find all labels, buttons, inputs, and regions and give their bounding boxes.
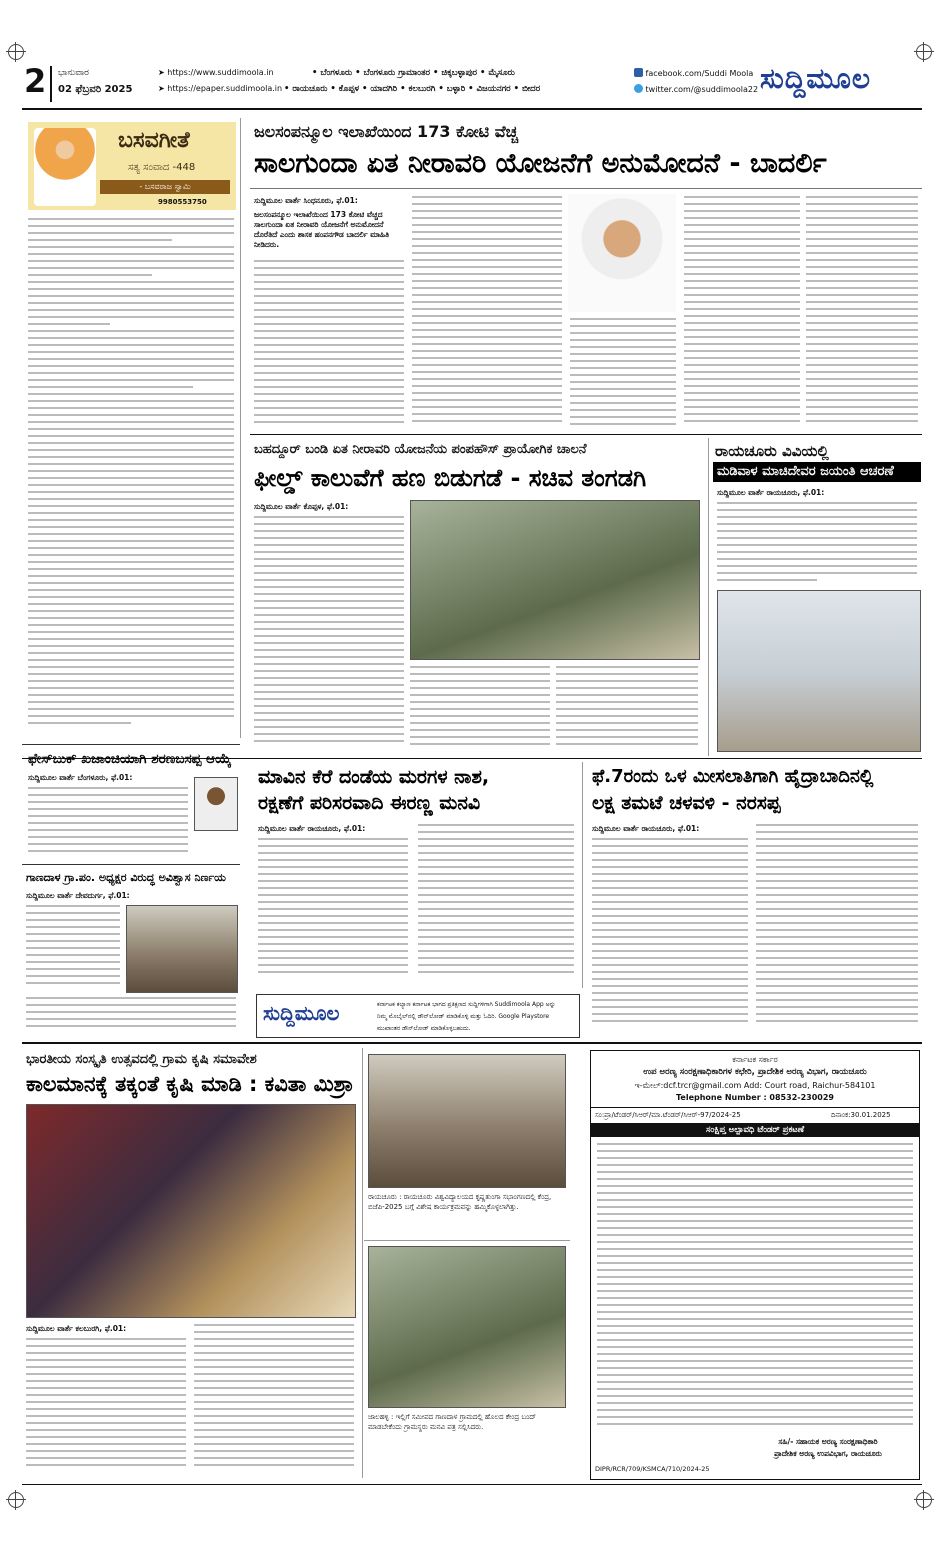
jalahalli-caption: ಜಾಲಹಳ್ಳಿ : ಇಲ್ಲಿಗೆ ಸಮೀಪದ ಗಾಣದಾಳ ಗ್ರಾಮದಲ್ಲಿ ಹೊಲದ ಕೇಂದ್ರ ಬಂದ್ ಮಾಡಬೇಕೆಂದು ಗ್ರಾಮಸ್ಥರು ಮನವಿ ಪತ್ರ ಸಲ್ಲಿಸಿದರು.	[368, 1413, 537, 1431]
facebook-text	[28, 787, 188, 861]
basavagite-title: ಬಸವಗೀತೆ	[118, 128, 190, 153]
pump-story-kicker: ಬಹದ್ದೂರ್ ಬಂಡಿ ಏತ ನೀರಾವರಿ ಯೋಜನೆಯ ಪಂಪಹೌಸ್ ಪ್ರಾಯೋಗಿಕ ಚಾಲನೆ	[254, 442, 587, 457]
ad-text-1: ಕರ್ನಾಟಕ ಕಲ್ಯಾಣ ಕರ್ನಾಟಕ ಭಾಗದ ಪ್ರತಿಕ್ಷಣದ ಸುದ್ದಿಗಳಿಗಾಗಿ Suddimoola App ಅನ್ನು	[377, 1001, 556, 1008]
masthead-day: ಭಾನುವಾರ	[58, 68, 89, 78]
mla-portrait	[568, 194, 676, 312]
url-epaper[interactable]: ➤ https://epaper.suddimoola.in	[158, 84, 283, 93]
facebook-byline: ಸುದ್ದಿಮೂಲ ವಾರ್ತೆ ಬೆಂಗಳೂರು, ಫೆ.01:	[28, 773, 133, 782]
hyderabad-col2	[756, 824, 918, 1034]
twitter-icon	[634, 84, 643, 93]
inauguration-photo	[410, 500, 700, 660]
facebook-story	[22, 744, 240, 865]
logo: ಸುದ್ದಿಮೂಲ	[760, 62, 872, 95]
hall-photo	[368, 1054, 566, 1188]
link-icon: ➤	[158, 84, 168, 93]
hyderabad-headline-1: ಫೆ.7ರಂದು ಒಳ ಮೀಸಲಾತಿಗಾಗಿ ಹೈದ್ರಾಬಾದಿನಲ್ಲಿ	[592, 766, 874, 787]
ganadhal-byline: ಸುದ್ದಿಮೂಲ ವಾರ್ತೆ ದೇವದುರ್ಗ, ಫೆ.01:	[26, 891, 130, 900]
ganadhal-text	[26, 905, 120, 991]
ganadhal-headline: ಗಾಣದಾಳ ಗ್ರಾ.ಪಂ. ಅಧ್ಯಕ್ಷರ ವಿರುದ್ಧ ಅವಿಶ್ವಾಸ ನಿರ್ಣಯ	[26, 871, 226, 884]
registration-mark	[8, 44, 24, 60]
pump-story-byline: ಸುದ್ದಿಮೂಲ ವಾರ್ತೆ ಕೊಪ್ಪಳ, ಫೆ.01:	[254, 502, 349, 511]
page-number: 2	[24, 62, 47, 100]
basavagite-box	[22, 118, 241, 738]
registration-mark	[916, 1492, 932, 1508]
ad-logo: ಸುದ್ದಿಮೂಲ	[263, 1001, 340, 1025]
top-story-byline: ಸುದ್ದಿಮೂಲ ವಾರ್ತೆ ಸಿಂಧನೂರು, ಫೆ.01:	[254, 196, 358, 205]
basavanna-portrait	[34, 128, 96, 206]
registration-mark	[916, 44, 932, 60]
pump-story-col1	[254, 516, 404, 752]
madivala-story	[708, 438, 923, 756]
hyderabad-headline-2: ಲಕ್ಷ ತಮಟೆ ಚಳವಳಿ - ನರಸಪ್ಪ	[592, 792, 781, 814]
mavinakere-col2	[418, 824, 574, 984]
ganadhal-story	[22, 864, 240, 1037]
tender-title: ಸಂಕ್ಷಿಪ್ತ ಅಲ್ಪಾವಧಿ ಟೆಂಡರ್ ಪ್ರಕಟಣೆ	[705, 1125, 805, 1135]
tender-sign-2: ಪ್ರಾದೇಶಿಕ ಅರಣ್ಯ ಉಪವಿಭಾಗ, ರಾಯಚೂರು	[774, 1449, 882, 1458]
krishi-kicker: ಭಾರತೀಯ ಸಂಸ್ಕೃತಿ ಉತ್ಸವದಲ್ಲಿ ಗ್ರಾಮ ಕೃಷಿ ಸಮಾವೇಶ	[26, 1052, 257, 1067]
tender-dipr: DIPR/RCR/709/KSMCA/710/2024-25	[595, 1465, 710, 1473]
krishi-photo	[26, 1104, 356, 1318]
pump-story	[250, 438, 702, 756]
pump-story-col3	[556, 666, 698, 752]
top-story	[250, 118, 922, 434]
person-portrait	[194, 777, 238, 831]
tender-sign-1: ಸಹಿ/- ಸಹಾಯಕ ಅರಣ್ಯ ಸಂರಕ್ಷಣಾಧಿಕಾರಿ	[778, 1437, 878, 1446]
ad-text-3: ಮುಖಾಂತರ ಡೌನ್‌ಲೋಡ್ ಮಾಡಿಕೊಳ್ಳಬಹುದು.	[377, 1025, 471, 1032]
basavagite-subtitle: ಸತ್ಯ ಸಂವಾದ -448	[128, 162, 196, 173]
ganadhal-text-2	[26, 997, 236, 1033]
hyderabad-col1	[592, 838, 748, 1034]
pump-story-headline: ಫೀಲ್ಡ್ ಕಾಲುವೆಗೆ ಹಣ ಬಿಡುಗಡೆ - ಸಚಿವ ತಂಗಡಗಿ	[254, 464, 647, 492]
raichur-caption: ರಾಯಚೂರು : ರಾಯಚೂರು ವಿಶ್ವವಿದ್ಯಾಲಯದ ಕೃಷ್ಣತುಂಗಾ ಸಭಾಂಗಣದಲ್ಲಿ ಕೆಂದ್ರ, ಬಿಜೆಪಿ-2025 ಬಗ್ಗೆ ವಿಶೇಷ ಕಾರ್ಯಕ್ರಮವನ್ನು ಹಮ್ಮಿಕೊಳ್ಳಲಾಗಿತ್ತು.	[368, 1193, 552, 1211]
district-list-1: • ಬೆಂಗಳೂರು • ಬೆಂಗಳೂರು ಗ್ರಾಮಾಂತರ • ಚಿಕ್ಕಬಳ್ಳಾಪುರ • ಮೈಸೂರು	[312, 68, 515, 78]
district-list-2: • ರಾಯಚೂರು • ಕೊಪ್ಪಳ • ಯಾದಗಿರಿ • ಕಲಬುರಗಿ • ಬಳ್ಳಾರಿ • ವಿಜಯನಗರ • ಬೀದರ	[284, 84, 541, 94]
madivala-byline: ಸುದ್ದಿಮೂಲ ವಾರ್ತೆ ರಾಯಚೂರು, ಫೆ.01:	[717, 488, 825, 497]
top-story-col4	[684, 196, 800, 428]
twitter-link[interactable]: twitter.com/@suddimoola22	[634, 84, 758, 94]
tender-body	[597, 1143, 913, 1429]
madivala-headline: ಮಡಿವಾಳ ಮಾಚಿದೇವರ ಜಯಂತಿ ಆಚರಣೆ	[717, 464, 894, 479]
jayanti-photo	[717, 590, 921, 752]
tender-notice	[590, 1050, 920, 1480]
url-website[interactable]: ➤ https://www.suddimoola.in	[158, 68, 274, 77]
basavagite-author: - ಬಸವರಾಜ ಸ್ವಾಮಿ	[139, 182, 191, 191]
krishi-col1	[26, 1338, 186, 1474]
madivala-text	[717, 502, 917, 586]
top-story-lead: ಜಲಸಂಪನ್ಮೂಲ ಇಲಾಖೆಯಿಂದ 173 ಕೋಟಿ ವೆಚ್ಚದ ಸಾಲಗುಂದಾ ಏತ ನೀರಾವರಿ ಯೋಜನೆಗೆ ಅನುಮೋದನೆ ದೊರೆತಿದೆ ಎಂದು ಶಾಸಕ ಹಂಪನಗೌಡ ಬಾದರ್ಲಿ ಮಾಹಿತಿ ನೀಡಿದರು.	[254, 210, 390, 249]
tender-phone: Telephone Number : 08532-230029	[676, 1093, 834, 1102]
facebook-link[interactable]: facebook.com/Suddi Moola	[634, 68, 753, 78]
link-icon: ➤	[158, 68, 168, 77]
krishi-headline: ಕಾಲಮಾನಕ್ಕೆ ತಕ್ಕಂತೆ ಕೃಷಿ ಮಾಡಿ : ಕವಿತಾ ಮಿಶ್ರಾ	[26, 1072, 354, 1096]
top-story-kicker: ಜಲಸಂಪನ್ಮೂಲ ಇಲಾಖೆಯಿಂದ 173 ಕೋಟಿ ವೆಚ್ಚ	[254, 122, 519, 141]
mavinakere-headline-2: ರಕ್ಷಣೆಗೆ ಪರಿಸರವಾದಿ ಈರಣ್ಣ ಮನವಿ	[258, 792, 481, 814]
top-story-col5	[806, 196, 918, 428]
basavagite-text	[28, 218, 234, 733]
registration-mark	[8, 1492, 24, 1508]
mavinakere-story	[250, 762, 580, 988]
mavinakere-byline: ಸುದ್ದಿಮೂಲ ವಾರ್ತೆ ರಾಯಚೂರು, ಫೆ.01:	[258, 824, 366, 833]
masthead	[22, 62, 922, 108]
top-story-col1	[254, 260, 404, 428]
krishi-col2	[194, 1324, 354, 1474]
pump-story-col2	[410, 666, 550, 752]
top-story-headline: ಸಾಲಗುಂದಾ ಏತ ನೀರಾವರಿ ಯೋಜನೆಗೆ ಅನುಮೋದನೆ - ಬಾದರ್ಲಿ	[254, 148, 827, 179]
tender-date: ದಿನಾಂಕ:30.01.2025	[831, 1111, 891, 1119]
tender-ref: ಸಂ:ಪ್ರಾ/ಟೆಂಡರ್/ಸಿಆರ್/ಮಾ.ಟೆಂಡರ್/ಸಿಆರ್-97/2024-25	[595, 1111, 741, 1119]
author-phone: 9980553750	[158, 198, 207, 206]
madivala-kicker: ರಾಯಚೂರು ವಿವಿಯಲ್ಲಿ	[715, 442, 829, 460]
tender-gov: ಕರ್ನಾಟಕ ಸರ್ಕಾರ	[732, 1055, 778, 1064]
ad-text-2: ನಿಮ್ಮ ಮೊಬೈಲ್‌ನಲ್ಲಿ ಡೌನ್‌ಲೋಡ್ ಮಾಡಿಕೊಳ್ಳಿ ಮತ್ತು ಓದಿರಿ. Google Playstore	[377, 1013, 550, 1020]
villagers-photo	[368, 1246, 566, 1408]
mavinakere-headline-1: ಮಾವಿನ ಕೆರೆ ದಂಡೆಯ ಮರಗಳ ನಾಶ,	[258, 766, 490, 788]
masthead-date: 02 ಫೆಬ್ರವರಿ 2025	[58, 84, 133, 95]
krishi-story	[22, 1048, 354, 1478]
mavinakere-col1	[258, 838, 408, 984]
krishi-byline: ಸುದ್ದಿಮೂಲ ವಾರ್ತೆ ಕಲಬುರಗಿ, ಫೆ.01:	[26, 1324, 127, 1333]
tender-email: ಇ-ಮೇಲ್:dcf.trcr@gmail.com Add: Court road, Raichur-584101	[634, 1081, 876, 1090]
tender-office: ಉಪ ಅರಣ್ಯ ಸಂರಕ್ಷಣಾಧಿಕಾರಿಗಳ ಕಛೇರಿ, ಪ್ರಾದೇಶಿಕ ಅರಣ್ಯ ವಿಭಾಗ, ರಾಯಚೂರು	[643, 1067, 867, 1077]
facebook-headline: ಫೇಸ್‌ಬುಕ್ ಖಜಾಂಚಿಯಾಗಿ ಶರಣಬಸಪ್ಪ ಆಯ್ಕೆ	[28, 751, 232, 767]
facebook-icon	[634, 68, 643, 77]
hyderabad-story	[588, 762, 922, 1040]
app-ad-strip[interactable]	[256, 994, 580, 1038]
top-story-col2	[412, 196, 562, 428]
meeting-photo	[126, 905, 238, 993]
hyderabad-byline: ಸುದ್ದಿಮೂಲ ವಾರ್ತೆ ರಾಯಚೂರು, ಫೆ.01:	[592, 824, 700, 833]
top-story-col3	[570, 318, 676, 428]
